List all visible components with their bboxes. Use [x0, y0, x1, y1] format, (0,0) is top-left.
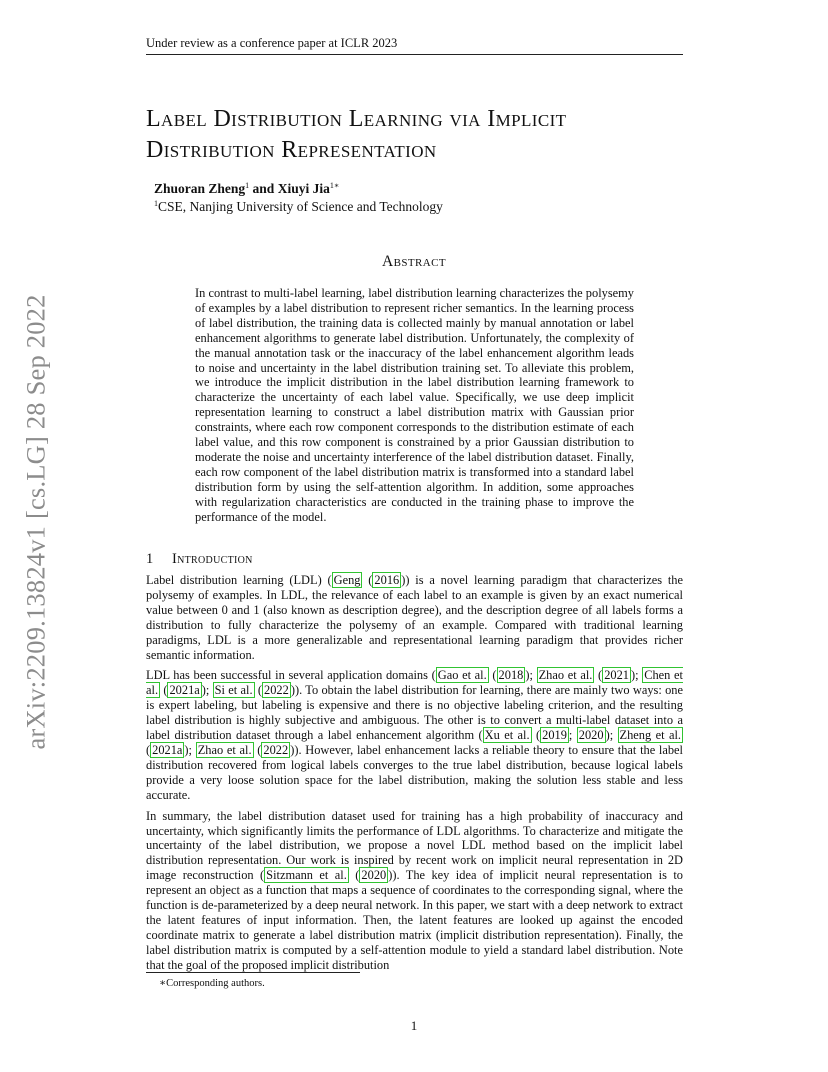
section-number: 1: [146, 551, 154, 567]
citation-link[interactable]: Si et al.: [214, 683, 253, 698]
citation-link[interactable]: 2022: [264, 683, 289, 698]
text-run: (: [253, 742, 262, 757]
citation-link[interactable]: 2022: [263, 742, 289, 757]
citation-link[interactable]: Zhao et al.: [197, 742, 252, 757]
footnote-rule: [146, 972, 360, 973]
affiliation-text: CSE, Nanjing University of Science and Technology: [158, 199, 443, 214]
text-run: (: [254, 683, 263, 698]
text-run: (: [146, 742, 151, 757]
affiliation-marker: 1: [245, 181, 250, 190]
arxiv-stamp: [18, 287, 54, 757]
text-run: (: [160, 683, 168, 698]
text-run: )). However, label enhancement lacks a reliable theory to ensure that the label distribution recovered from logical labels converges to the true label distribution, because logical labels provide a very loose solution space for the label distribution, making the solution less stable and less accurate.: [146, 742, 683, 802]
author-list: [154, 181, 339, 197]
author-name: Zhuoran Zheng: [154, 181, 246, 196]
page-number: 1: [410, 1018, 418, 1033]
author-separator: and: [249, 181, 278, 196]
text-run: );: [525, 668, 537, 683]
citation-link[interactable]: 2019: [542, 728, 567, 743]
citation-link[interactable]: 2021a: [152, 742, 183, 757]
paragraph: [146, 668, 683, 802]
text-run: LDL has been successful in several application domains (: [146, 668, 436, 683]
citation-link[interactable]: 2020: [361, 868, 387, 883]
citation-link[interactable]: 2020: [578, 728, 604, 743]
paper-title: Label Distribution Learning via Implicit Distribution Representation: [146, 106, 567, 163]
text-run: (: [531, 728, 541, 743]
section-heading: [146, 551, 253, 568]
text-run: )). To obtain the label distribution for learning, there are mainly two ways: one is expert labeling, but labeling is expensive and there is no objective labeling criterion, and the resulting label distribution is highly subjective and ambiguous. The other is to convert a multi-label dataset into a label distribution dataset through a label enhancement algorithm (: [146, 683, 683, 743]
text-run: (: [348, 868, 360, 883]
text-run: In summary, the label distribution dataset used for training has a high probability of inaccuracy and uncertainty, which significantly limits the performance of LDL algorithms. To characterize and mitigate the uncertainty of the label distribution, we propose a novel LDL method based on the implicit label distribution representation. Our work is inspired by recent work on implicit neural representation in 2D image reconstruction (: [146, 808, 683, 883]
citation-link[interactable]: Sitzmann et al.: [266, 868, 347, 883]
section-title: Introduction: [172, 551, 253, 567]
citation-link[interactable]: 2021: [604, 668, 629, 683]
paragraph: [146, 573, 683, 662]
arxiv-stamp-text: arXiv:2209.13824v1 [cs.LG] 28 Sep 2022: [20, 294, 51, 750]
text-run: );: [630, 668, 643, 683]
citation-link[interactable]: Chen et al.: [146, 668, 683, 698]
text-run: )) is a novel learning paradigm that characterizes the polysemy of examples. In LDL, the relevance of each label to an example is given by an exact numerical value between 0 and 1 (also known as description degree), and the description degree of all labels forms a distribution to fully characterize the polysemy of an example. Compared with traditional learning paradigms, LDL is a more generalizable and representational learning paradigm that provides richer semantic information.: [146, 573, 683, 662]
citation-link[interactable]: Zheng et al.: [619, 728, 681, 743]
text-run: );: [201, 683, 213, 698]
text-run: (: [594, 668, 603, 683]
affiliation-marker: 1: [154, 199, 158, 208]
citation-link[interactable]: Xu et al.: [484, 728, 530, 743]
text-run: );: [605, 728, 618, 743]
text-run: ;: [568, 728, 577, 743]
author-name: Xiuyi Jia: [277, 181, 330, 196]
affiliation: [154, 199, 443, 215]
abstract-heading: Abstract: [382, 253, 446, 270]
text-run: (: [488, 668, 497, 683]
abstract-text: In contrast to multi-label learning, label distribution learning characterizes the polysemy of examples by a label distribution to represent richer semantics. In the learning process of label distribution, the training data is collected mainly by manual annotation or label enhancement algorithms to generate label distribution. Unfortunately, the complexity of the manual annotation task or the inaccuracy of the label enhancement algorithm leads to noise and uncertainty in the label distribution training set. To alleviate this problem, we introduce the implicit distribution in the label distribution learning framework to characterize the uncertainty of each label value. Specifically, we use deep implicit representation learning to construct a label distribution matrix with Gaussian prior constraints, where each row component corresponds to the distribution estimate of each label value, and this row component is constrained by a prior Gaussian distribution to moderate the noise and uncertainty interference of the label distribution dataset. Finally, each row component of the label distribution matrix is transformed into a standard label distribution form by using the self-attention algorithm. In addition, some approaches with regularization characteristics are conducted in the training phase to improve the performance of the model.: [195, 286, 634, 524]
citation-link[interactable]: 2016: [374, 573, 400, 587]
citation-link[interactable]: Gao et al.: [437, 668, 487, 683]
text-run: (: [362, 573, 373, 587]
footnote: ∗Corresponding authors.: [159, 978, 265, 989]
citation-link[interactable]: Geng: [333, 573, 361, 587]
paragraph: [146, 809, 683, 973]
affiliation-marker: 1∗: [329, 181, 340, 190]
citation-link[interactable]: 2018: [498, 668, 524, 683]
citation-link[interactable]: Zhao et al.: [538, 668, 593, 683]
text-run: );: [184, 742, 196, 757]
citation-link[interactable]: 2021a: [169, 683, 200, 698]
running-header: Under review as a conference paper at ICLR 2023: [146, 36, 683, 55]
text-run: Label distribution learning (LDL) (: [146, 573, 332, 587]
text-run: )). The key idea of implicit neural representation is to represent an object as a function that maps a sequence of coordinates to the corresponding signal, where the function is de-parameterized by a deep neural network. In this paper, we start with a deep network to extract the latent features of input information. Then, the latent features are looked up against the encoded coordinate matrix to generate a label distribution matrix (implicit distribution representation). Finally, the label distribution matrix is computed by a self-attention module to yield a standard label distribution. Note that the goal of the proposed implicit distribution: [146, 868, 683, 972]
body-text: [146, 573, 683, 979]
